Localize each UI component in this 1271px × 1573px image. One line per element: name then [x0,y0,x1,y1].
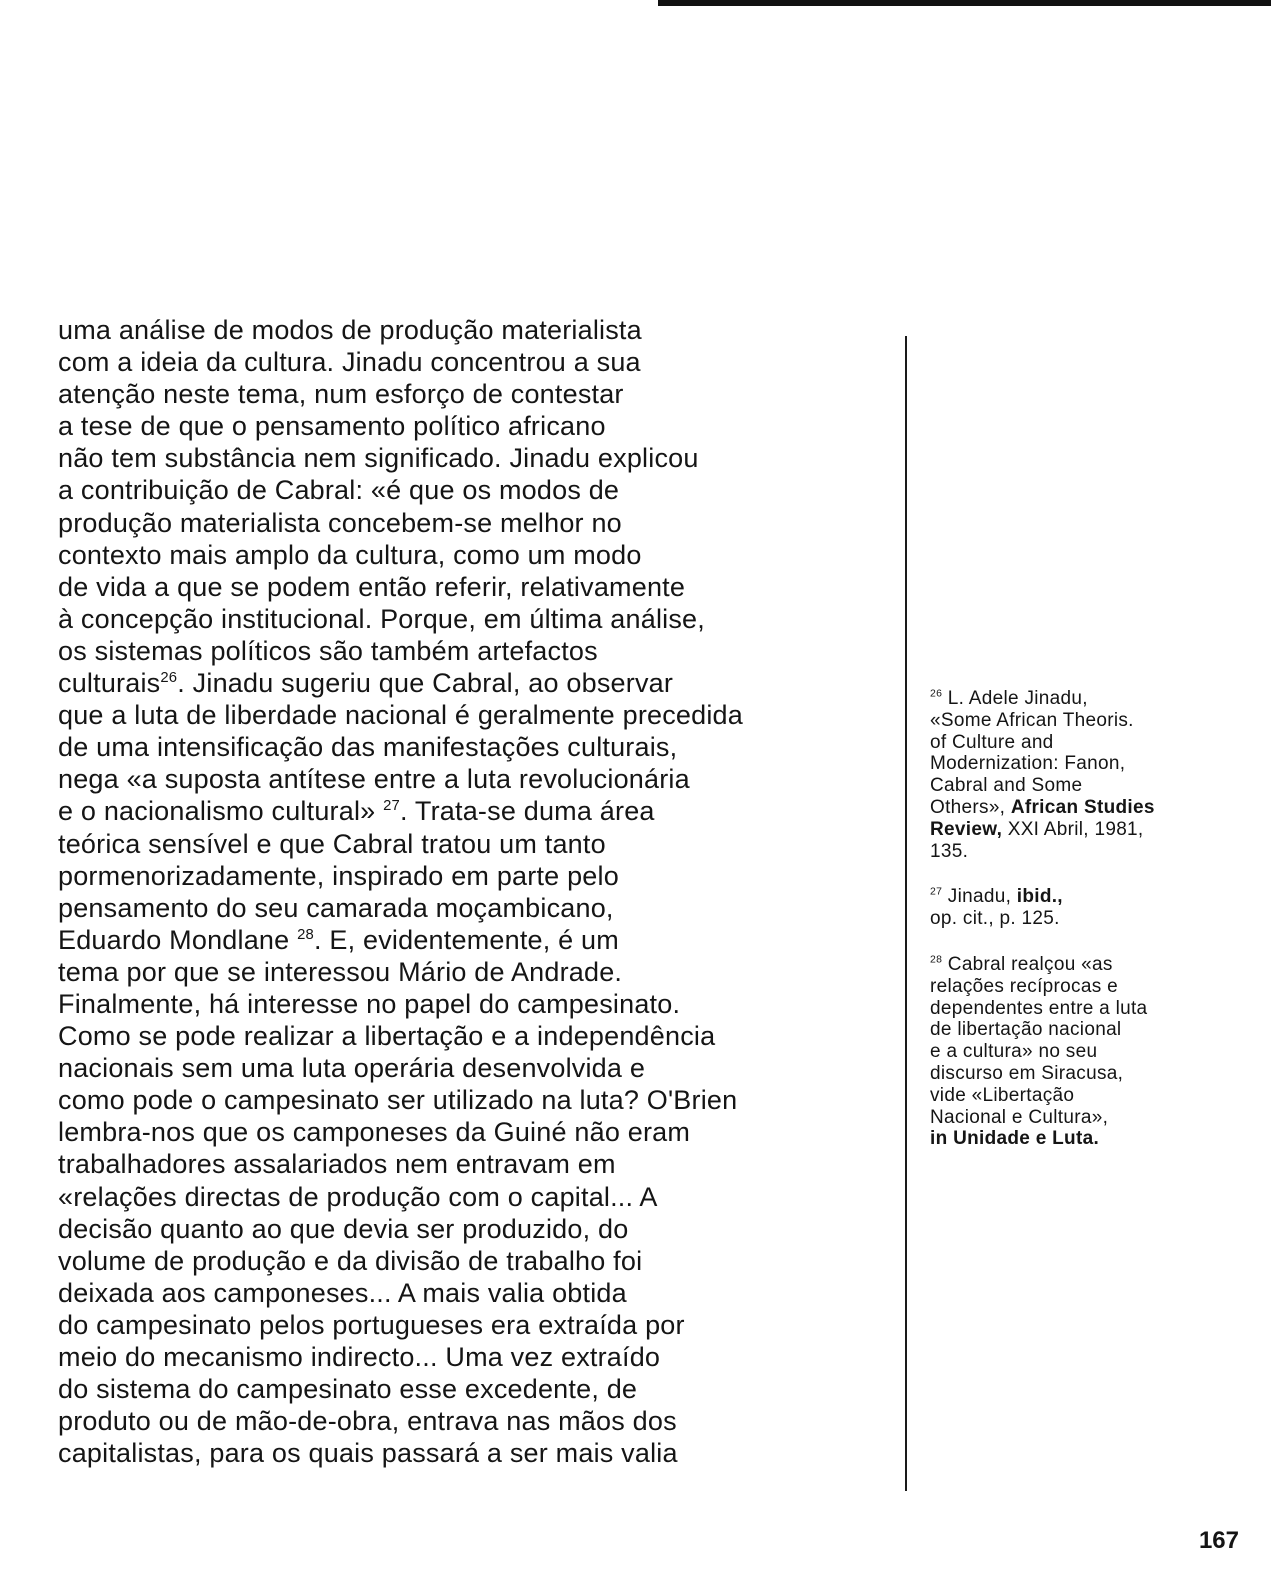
ibid-label: ibid., [1016,886,1063,908]
text-segment: e o nacionalismo cultural» [58,796,376,827]
footnote-line: relações recíprocas e [930,975,1118,997]
footnote-number: 27 [930,887,943,899]
text-segment: . Jinadu sugeriu que Cabral, ao observar [177,668,674,699]
footnote-line: in Unidade e Luta. [930,1128,1100,1150]
footnote-line: op. cit., p. 125. [930,908,1060,930]
text-line: Finalmente, há interesse no papel do campesinato. [58,988,681,1019]
text-line: do campesinato pelos portugueses era extraída por [58,1309,685,1340]
text-line: teórica sensível e que Cabral tratou um tanto [58,828,606,859]
text-line: Como se pode realizar a libertação e a independência [58,1021,716,1052]
text-line: volume de produção e da divisão de trabalho foi [58,1245,643,1276]
text-line: «relações directas de produção com o capital... A [58,1181,658,1212]
footnote-line: 135. [930,840,969,862]
text-line: com a ideia da cultura. Jinadu concentrou a sua [58,347,641,378]
footnotes-column [930,688,1265,1174]
footnote-line: discurso em Siracusa, [930,1062,1124,1084]
text-line: nega «a suposta antítese entre a luta revolucionária [58,764,690,795]
text-line: decisão quanto ao que devia ser produzido, do [58,1213,629,1244]
text-line: pensamento do seu camarada moçambicano, [58,892,614,923]
text-line: de uma intensificação das manifestações culturais, [58,732,678,763]
text-line: tema por que se interessou Mário de Andrade. [58,956,623,987]
text-segment: L. Adele Jinadu, [942,688,1088,709]
footnote-line: Modernization: Fanon, [930,753,1126,775]
page-number: 167 [1198,1527,1239,1554]
footnote-line: of Culture and [930,731,1054,753]
text-segment: Jinadu, [942,886,1017,908]
footnote-27 [930,886,1265,930]
text-line: os sistemas políticos são também artefactos [58,635,598,666]
footnote-26 [930,688,1265,862]
footnote-number: 28 [930,954,943,966]
footnote-line: Nacional e Cultura», [930,1106,1109,1128]
text-line: a tese de que o pensamento político africano [58,411,606,442]
text-line: deixada aos camponeses... A mais valia obtida [58,1277,627,1308]
column-divider [905,336,907,1491]
footnote-line [930,797,1265,819]
text-line [58,924,908,956]
text-line: produção materialista concebem-se melhor no [58,507,622,538]
footnote-line: «Some African Theoris. [930,709,1134,731]
text-segment: . E, evidentemente, é um [314,924,619,955]
footnote-line: Cabral and Some [930,775,1083,797]
text-segment: . Trata-se duma área [400,796,655,827]
text-segment: culturais [58,668,161,699]
text-line: a contribuição de Cabral: «é que os modos de [58,475,620,506]
text-line: produto ou de mão-de-obra, entrava nas mãos dos [58,1406,677,1437]
text-line: que a luta de liberdade nacional é geralmente precedida [58,700,743,731]
footnote-ref-28[interactable]: 28 [297,926,314,943]
footnote-line [930,688,1265,710]
text-segment: Eduardo Mondlane [58,924,290,955]
footnote-line [930,886,1265,908]
text-segment: XXI Abril, 1981, [1002,818,1144,840]
text-line: não tem substância nem significado. Jinadu explicou [58,443,699,474]
footnote-line: de libertação nacional [930,1019,1122,1041]
text-line: capitalistas, para os quais passará a ser mais valia [58,1438,678,1469]
main-body-text [58,314,908,1469]
text-line: de vida a que se podem então referir, relativamente [58,571,686,602]
text-line: pormenorizadamente, inspirado em parte pelo [58,860,619,891]
footnote-line: dependentes entre a luta [930,997,1148,1019]
text-line: à concepção institucional. Porque, em última análise, [58,603,705,634]
text-line: meio do mecanismo indirecto... Uma vez extraído [58,1342,661,1372]
top-edge-rule [658,0,1271,6]
text-line: do sistema do campesinato esse excedente, de [58,1374,638,1405]
footnote-28 [930,954,1265,1150]
footnote-ref-27[interactable]: 27 [383,798,400,815]
text-line [58,795,908,827]
footnote-line [930,819,1265,841]
text-line: uma análise de modos de produção materialista [58,315,642,345]
footnote-line: e a cultura» no seu [930,1041,1098,1063]
footnote-line [930,954,1265,976]
text-line: nacionais sem uma luta operária desenvolvida e [58,1053,646,1084]
footnote-number: 26 [930,688,943,700]
text-line [58,667,908,699]
text-line: lembra-nos que os camponeses da Guiné não eram [58,1117,691,1148]
footnote-ref-26[interactable]: 26 [160,670,178,687]
text-segment: Cabral realçou «as [942,953,1113,975]
journal-title: African Studies [1010,796,1155,818]
text-line: atenção neste tema, num esforço de contestar [58,379,624,410]
journal-title: Review, [930,818,1003,840]
text-segment: Others», [930,796,1011,818]
text-line: trabalhadores assalariados nem entravam em [58,1149,616,1180]
text-line: como pode o campesinato ser utilizado na luta? O'Brien [58,1085,738,1116]
text-line: contexto mais amplo da cultura, como um modo [58,539,642,570]
footnote-line: vide «Libertação [930,1084,1075,1106]
